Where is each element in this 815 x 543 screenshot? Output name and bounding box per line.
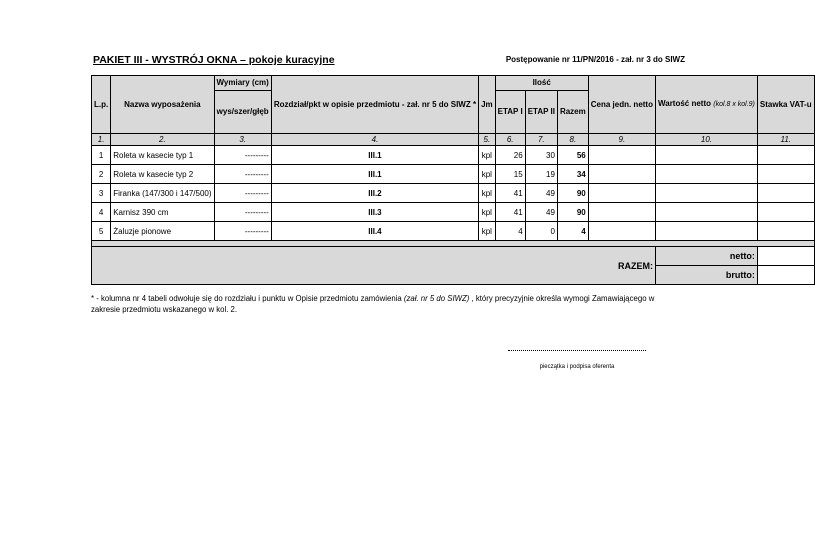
row-stage1: 41 <box>495 184 525 203</box>
row-unit: kpl <box>479 146 496 165</box>
row-vat-cell[interactable] <box>757 146 814 165</box>
row-stage1: 15 <box>495 165 525 184</box>
signature-line <box>508 350 646 351</box>
header-vat: Stawka VAT-u <box>757 76 814 134</box>
row-unit-price-cell[interactable] <box>588 203 655 222</box>
row-section: III.4 <box>271 222 478 241</box>
row-name: Karnisz 390 cm <box>111 203 214 222</box>
row-unit-price-cell[interactable] <box>588 184 655 203</box>
row-vat-cell[interactable] <box>757 222 814 241</box>
table-row <box>92 165 815 184</box>
table-row <box>92 203 815 222</box>
row-stage2: 30 <box>525 146 557 165</box>
row-unit-price-cell[interactable] <box>588 222 655 241</box>
column-number: 1. <box>92 134 111 146</box>
row-value-cell[interactable] <box>655 165 757 184</box>
summary-brutto-value[interactable] <box>757 266 814 285</box>
table-row <box>92 222 815 241</box>
row-section: III.2 <box>271 184 478 203</box>
row-dimensions: --------- <box>214 203 271 222</box>
table-row <box>92 146 815 165</box>
row-vat-cell[interactable] <box>757 184 814 203</box>
row-total: 34 <box>557 165 588 184</box>
header-value-note: (kol.8 x kol.9) <box>713 101 755 108</box>
header-name: Nazwa wyposażenia <box>111 76 214 134</box>
row-stage2: 49 <box>525 184 557 203</box>
row-unit: kpl <box>479 222 496 241</box>
header-stage1: ETAP I <box>495 91 525 134</box>
column-number: 2. <box>111 134 214 146</box>
summary-brutto-label: brutto: <box>655 266 757 285</box>
row-total: 90 <box>557 203 588 222</box>
row-section: III.1 <box>271 165 478 184</box>
header-stage2: ETAP II <box>525 91 557 134</box>
header-total: Razem <box>557 91 588 134</box>
column-number: 7. <box>525 134 557 146</box>
row-lp: 2 <box>92 165 111 184</box>
row-unit: kpl <box>479 165 496 184</box>
row-total: 90 <box>557 184 588 203</box>
footnote-text-end: , który precyzyjnie określa wymogi Zamawiającego w zakresie przedmiotu wskazanego w kol. 2. <box>91 294 655 314</box>
row-name: Żaluzje pionowe <box>111 222 214 241</box>
column-number: 3. <box>214 134 271 146</box>
row-vat-cell[interactable] <box>757 203 814 222</box>
row-unit-price-cell[interactable] <box>588 146 655 165</box>
row-unit: kpl <box>479 203 496 222</box>
row-unit: kpl <box>479 184 496 203</box>
header-lp: L.p. <box>92 76 111 134</box>
page-title: PAKIET III - WYSTRÓJ OKNA – pokoje kuracyjne <box>93 54 335 66</box>
footnote-text: * - kolumna nr 4 tabeli odwołuje się do rozdziału i punktu w Opisie przedmiotu zamówienia <box>91 294 404 303</box>
header-dimensions-sub: wys/szer/głęb <box>214 91 271 134</box>
row-name: Roleta w kasecie typ 1 <box>111 146 214 165</box>
row-value-cell[interactable] <box>655 203 757 222</box>
row-stage2: 0 <box>525 222 557 241</box>
row-name: Roleta w kasecie typ 2 <box>111 165 214 184</box>
row-value-cell[interactable] <box>655 146 757 165</box>
header-unit-price: Cena jedn. netto <box>588 76 655 134</box>
column-number: 10. <box>655 134 757 146</box>
column-number: 8. <box>557 134 588 146</box>
row-dimensions: --------- <box>214 222 271 241</box>
column-number: 4. <box>271 134 478 146</box>
row-lp: 1 <box>92 146 111 165</box>
row-lp: 5 <box>92 222 111 241</box>
row-dimensions: --------- <box>214 184 271 203</box>
row-section: III.1 <box>271 146 478 165</box>
row-vat-cell[interactable] <box>757 165 814 184</box>
row-dimensions: --------- <box>214 146 271 165</box>
column-number: 9. <box>588 134 655 146</box>
footnote <box>91 293 681 315</box>
header-unit: Jm <box>479 76 496 134</box>
row-stage1: 41 <box>495 203 525 222</box>
row-value-cell[interactable] <box>655 222 757 241</box>
column-number: 5. <box>479 134 496 146</box>
column-number: 11. <box>757 134 814 146</box>
summary-label: RAZEM: <box>92 247 656 285</box>
row-dimensions: --------- <box>214 165 271 184</box>
header-value <box>655 76 757 134</box>
row-unit-price-cell[interactable] <box>588 165 655 184</box>
row-value-cell[interactable] <box>655 184 757 203</box>
summary-netto-value[interactable] <box>757 247 814 266</box>
footnote-reference: (zał. nr 5 do SIWZ) <box>403 294 470 303</box>
row-stage1: 4 <box>495 222 525 241</box>
row-stage2: 19 <box>525 165 557 184</box>
header-quantity: Ilość <box>495 76 588 91</box>
header-value-label: Wartość netto <box>657 99 712 108</box>
column-number: 6. <box>495 134 525 146</box>
summary-netto-label: netto: <box>655 247 757 266</box>
row-lp: 3 <box>92 184 111 203</box>
table-row <box>92 184 815 203</box>
row-stage2: 49 <box>525 203 557 222</box>
header-section: Rozdział/pkt w opisie przedmiotu - zał. nr 5 do SIWZ * <box>271 76 478 134</box>
header-dimensions: Wymiary (cm) <box>214 76 271 91</box>
row-total: 4 <box>557 222 588 241</box>
procedure-reference: Postępowanie nr 11/PN/2016 - zał. nr 3 do SIWZ <box>505 55 685 64</box>
row-stage1: 26 <box>495 146 525 165</box>
signature-label: pieczątka i podpisa oferenta <box>539 364 615 370</box>
row-lp: 4 <box>92 203 111 222</box>
equipment-table <box>91 75 815 285</box>
row-total: 56 <box>557 146 588 165</box>
row-name: Firanka (147/300 i 147/500) <box>111 184 214 203</box>
row-section: III.3 <box>271 203 478 222</box>
